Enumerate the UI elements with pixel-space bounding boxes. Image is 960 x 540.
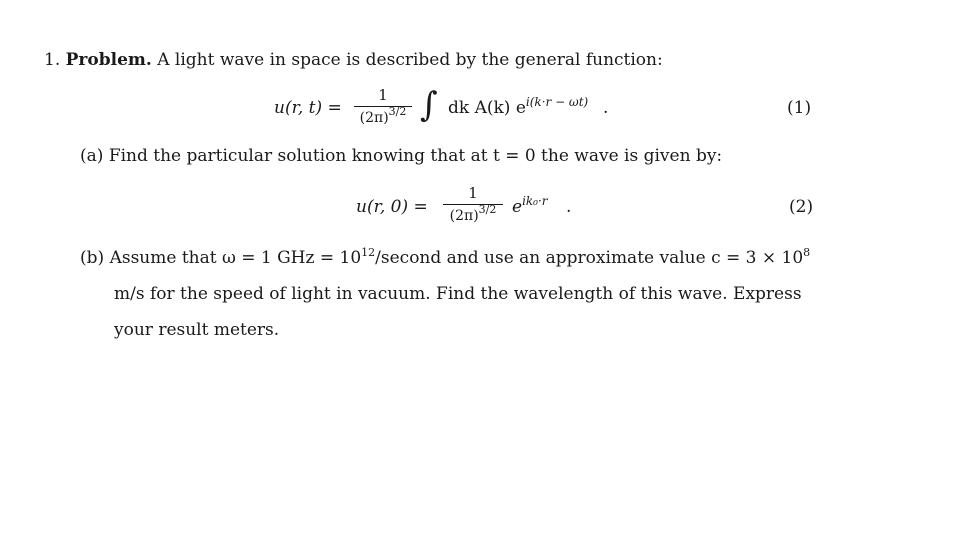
- eq2-label: (2): [789, 197, 814, 217]
- eq2-lhs: u(r, 0) =: [356, 197, 428, 217]
- part-a-text: Find the particular solution knowing that at t = 0 the wave is given by:: [108, 146, 723, 166]
- eq2-denominator: $(2\pi)^{3/2}$: [449, 203, 497, 224]
- part-b-line-1: [80, 248, 810, 268]
- eq1-label: (1): [787, 98, 812, 118]
- part-b-exp-12: 12: [361, 246, 376, 259]
- part-b-line-2: m/s for the speed of light in vacuum. Find the wavelength of this wave. Express: [114, 284, 802, 304]
- eq2-exponent: ik₀·r: [522, 194, 548, 208]
- eq2-period: .: [566, 197, 572, 217]
- part-b-exp-8: 8: [803, 246, 811, 259]
- part-b-line-3: your result meters.: [114, 320, 280, 340]
- problem-number: 1.: [44, 50, 61, 70]
- eq1-fraction: [354, 86, 412, 127]
- eq1-exponent: i(k·r − ωt): [525, 95, 589, 109]
- eq1-period: .: [603, 98, 609, 118]
- eq2-numerator: 1: [468, 184, 478, 202]
- eq2-body: $e^{ik_0\cdot r}$: [512, 194, 548, 217]
- part-b-label: (b): [80, 248, 105, 268]
- eq2-fraction: [443, 184, 503, 225]
- eq1-lhs: u(r, t) =: [274, 98, 342, 118]
- eq1-numerator: 1: [378, 86, 388, 104]
- problem-header: [44, 50, 663, 70]
- eq1-integral-sign: ∫: [420, 85, 438, 125]
- eq1-denominator: $(2\pi)^{3/2}$: [359, 105, 407, 126]
- part-b-line1-mid: /second and use an approximate value c = 3 × 10: [375, 248, 804, 268]
- problem-intro: A light wave in space is described by the general function:: [157, 50, 663, 70]
- eq1-body: dk A(k) $e^{i(k\cdot r - \omega t)}$: [448, 95, 589, 118]
- part-a-line: [80, 146, 722, 166]
- part-b-line1-pre: Assume that ω = 1 GHz = 10: [109, 248, 362, 268]
- part-a-label: (a): [80, 146, 104, 166]
- problem-title: Problem.: [65, 50, 152, 70]
